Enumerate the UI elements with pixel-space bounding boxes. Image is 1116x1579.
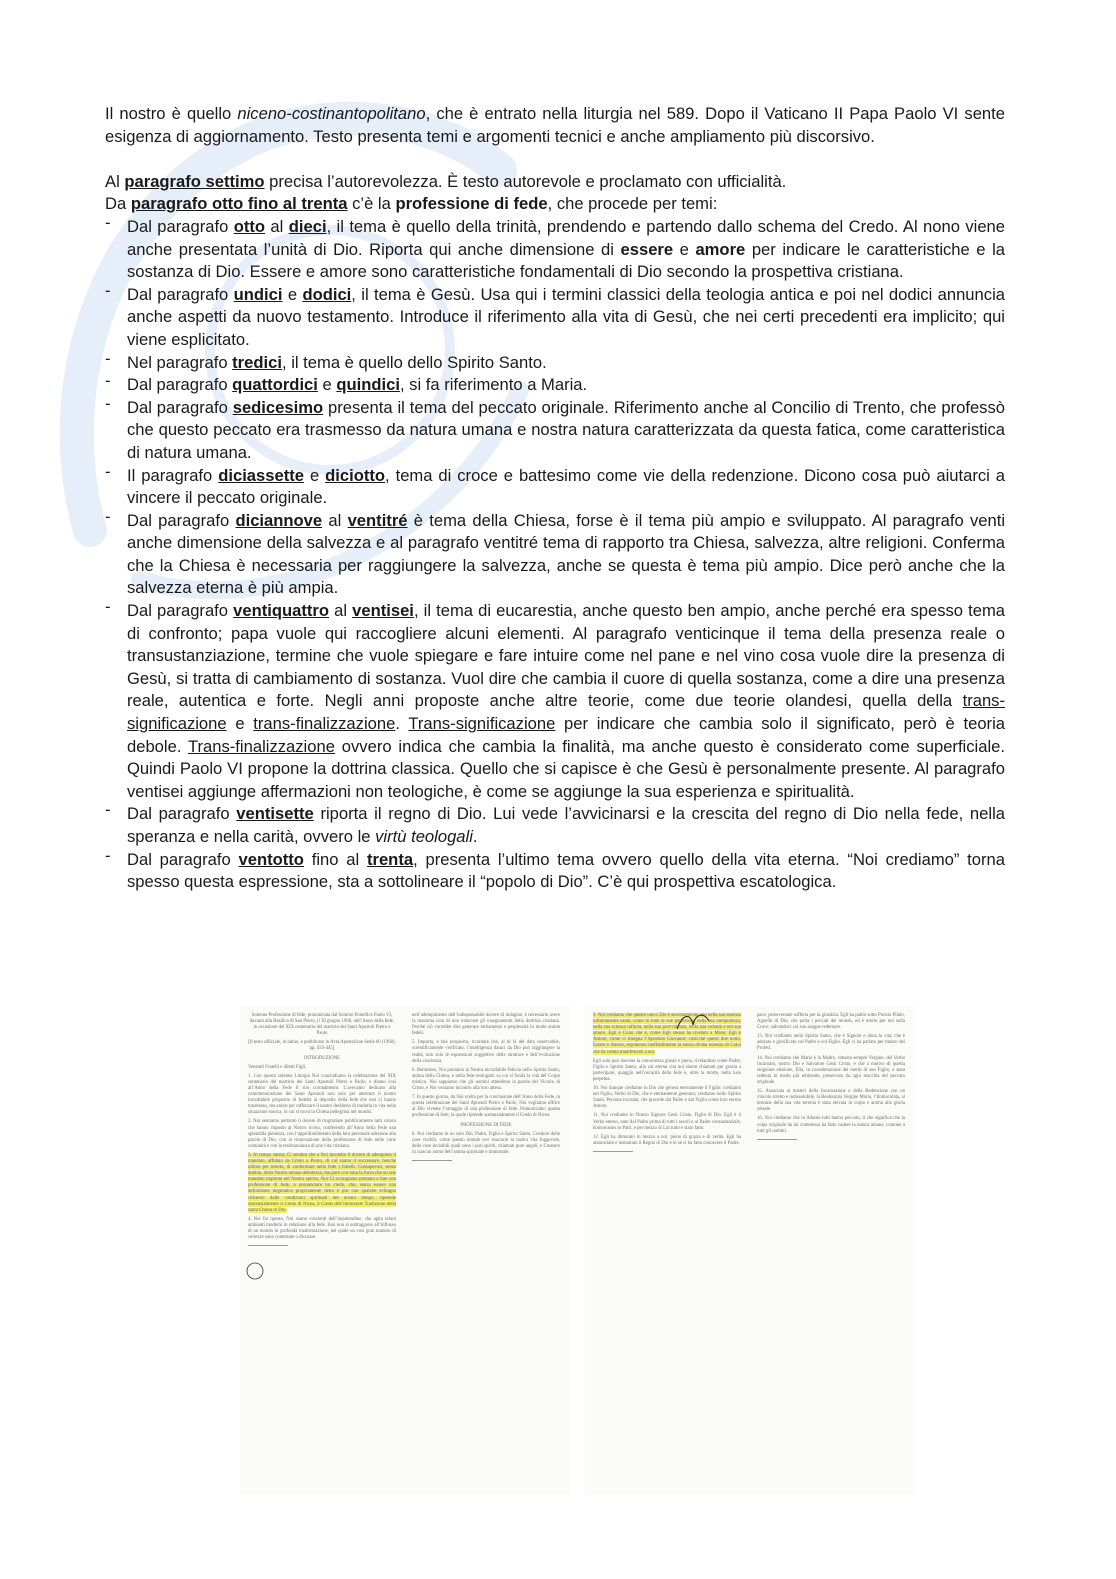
footnote-rule — [412, 1160, 452, 1161]
scan-paragraph: 13. Noi crediamo nello Spirito Santo, che è Signore e dona la vita; che è adorato e glorificato col Padre e col Figlio. Egli ci ha parlato per mezzo dei Profeti. — [757, 1034, 905, 1052]
scanned-page-right — [585, 1005, 915, 1495]
list-item: - Dal paragrafo otto al dieci, il tema è quello della trinità, prendendo e partendo dallo schema del Credo. Al nono viene anche presentata l’unità di Dio. Riporta qui anche dimensione di essere e amore per indicare le caratteristiche e la sostanza di Dio. Essere e amore sono caratteristiche fondamentali di Dio secondo la prospettiva cristiana. — [105, 216, 1005, 284]
scan-heading: Solenne Professione di fede, pronunciata dal Sommo Pontefice Paolo VI, davanti alla Basilica di San Pietro, il 30 giugno 1968, nell’Anno della fede, in occasione del XIX centenario del martirio dei Santi Apostoli Pietro e Paolo — [249, 1013, 395, 1037]
scan-paragraph: 8. Noi crediamo in un solo Dio, Padre, Figlio e Spirito Santo, Creatore delle cose visibili, come questo mondo ove trascorre la nostra vita fuggevole, delle cose invisibili quali sono i puri spiriti, chiamati pure angeli, e Creatore in ciascun uomo dell’anima spirituale e immortale. — [412, 1131, 560, 1155]
scan-paragraph: 6. Beninteso, Noi poniamo la Nostra incrollabile fiducia nello Spirito Santo, anima della Chiesa, e nella fede teologale, su cui si fonda la vita del Corpo mistico. Noi sappiamo che gli uomini attendono la parola del Vicario di Cristo, e Noi veniamo incontro alla loro attesa. — [412, 1067, 560, 1092]
list-item: - Dal paragrafo quattordici e quindici, si fa riferimento a Maria. — [105, 374, 1005, 397]
list-item: - Dal paragrafo ventisette riporta il regno di Dio. Lui vede l’avvicinarsi e la crescita del regno di Dio nella fede, nella speranza e nella carità, ovvero le virtù teologali. — [105, 803, 1005, 848]
scan-paragraph: 1. Con questa solenne Liturgia Noi concludiamo la celebrazione del XIX centenario del martirio dei Santi Apostoli Pietro e Paolo, e diamo così all’Anno della Fede il suo coronamento. L’avevamo dedicato alla commemorazione dei Santi Apostoli non solo per attestare il nostro incrollabile proposito di fedeltà al deposito della fede che essi ci hanno trasmesso, ma anche per rafforzare il nostro desiderio di tradurla in vita nella situazione storica, in cui si trova la Chiesa pellegrina nel mondo. — [248, 1073, 396, 1116]
scan-column-right — [412, 1013, 560, 1163]
list-item: - Dal paragrafo undici e dodici, il tema è Gesù. Usa qui i termini classici della teologia antica e poi nel dodici annuncia anche aspetti da nuovo testamento. Introduce il riferimento alla vita di Gesù, che nei certi precedenti era implicito; qui viene esplicitato. — [105, 284, 1005, 352]
scan-note: [Il testo ufficiale, in latino, è pubblicato in Acta Apostolicae Sedis 60 (1968), pp. 433-445] — [248, 1040, 396, 1052]
paragraph-eight-line: Da paragrafo otto fino al trenta c’è la professione di fede, che procede per temi: — [105, 194, 718, 214]
scan-paragraph: 3. Al tempo stesso, Ci sembra che a Noi incombe il dovere di adempiere il mandato, affidato da Cristo a Pietro, di cui siamo il successore, benché ultimo per merito, di confermare nella fede i fratelli. Consapevoli, senza dubbio, della Nostra umana debolezza, ma pure con tutta la forza che un tale mandato imprime nel Nostro spirito, Noi Ci accingiamo pertanto a fare una professione di fede, a pronunciare un credo, che, senza essere una definizione dogmatica propriamente detta e pur con qualche sviluppo richiesto dalle condizioni spirituali del nostro tempo, riprende sostanzialmente il Credo di Nicea, il Credo dell’immortale Tradizione della santa Chiesa di Dio. — [248, 1152, 396, 1213]
handwritten-doodle-mark — [673, 1007, 713, 1037]
scan-column-left — [593, 1013, 741, 1154]
scanned-page-left — [240, 1005, 570, 1495]
scan-paragraph: Venerati Fratelli e diletti Figli, — [248, 1064, 307, 1070]
scan-paragraph: 9. Noi crediamo che questo unico Dio è assolutamente uno nella sua essenza infinitamente santa, come in tutte le sue perfezioni, nella sua onnipotenza, nella sua scienza infinita, nella sua provvidenza, nella sua volontà e nel suo amore. Egli è Colui che è, come Egli stesso ha rivelato a Mosè; Egli è Amore, come ci insegna l’Apostolo Giovanni: cosicché questi due nomi, Essere e Amore, esprimono ineffabilmente la stessa divina essenza di Colui che ha voluto manifestarsi a noi. — [593, 1013, 741, 1055]
paragraph-seven-line: Al paragrafo settimo precisa l’autorevolezza. È testo autorevole e proclamato con ufficialità. — [105, 171, 787, 191]
list-item: - Dal paragrafo ventotto fino al trenta, presenta l’ultimo tema ovvero quello della vita eterna. “Noi crediamo” torna spesso questa espressione, sta a sottolineare il “popolo di Dio”. C’è qui prospettiva escatologica. — [105, 849, 1005, 894]
footnote-rule — [593, 1151, 633, 1152]
scan-section-title: INTRODUZIONE — [304, 1055, 340, 1061]
list-item: - Dal paragrafo ventiquattro al ventisei, il tema di eucarestia, anche questo ben ampio, anche perché era spesso tema di confronto; papa vuole qui raccogliere alcuni elementi. Al paragrafo venticinque il tema della presenza reale o transustanziazione, termine che vuole spiegare e fare intuire come nel pane e nel vino cosa vuole dire la presenza di Gesù, si tratta di cambiamento di sostanza. Vuol dire che cambia il cuore di quella sostanza, come a dire una presenza reale, autentica e forte. Negli anni proposte anche altre teorie, come due teorie olandesi, quella della trans-significazione e trans-finalizzazione. Trans-significazione per indicare che cambia solo il significato, però è teoria debole. Trans-finalizzazione ovvero indica che cambia la finalità, ma anche questo è considerato come superficiale. Quindi Paolo VI propone la dottrina classica. Quello che si capisce è che Gesù è personalmente presente. Al paragrafo ventisei aggiunge affermazioni non teologiche, è come se aggiunge la sua esperienza e spiritualità. — [105, 600, 1005, 803]
scan-paragraph: 15. Associata ai misteri della Incarnazione e della Redenzione con un vincolo stretto e indissolubile, la Beatissima Vergine Maria, l’Immacolata, al termine della sua vita terrena è stata elevata in corpo e anima alla gloria celeste. — [757, 1089, 905, 1113]
scan-section-title: PROFESSIONE DI FEDE — [460, 1122, 512, 1128]
list-item: - Nel paragrafo tredici, il tema è quello dello Spirito Santo. — [105, 352, 1005, 375]
list-item: - Dal paragrafo diciannove al ventitré è tema della Chiesa, forse è il tema più ampio e sviluppato. Al paragrafo venti anche dimensione della salvezza e al paragrafo ventitré tema di rapporto tra Chiesa, salvezza, altre religioni. Conferma che la Chiesa è necessaria per raggiungere la salvezza, anche se questa è tema più ampio. Dice però anche che la salvezza eterna è più ampia. — [105, 510, 1005, 600]
scan-paragraph: 14. Noi crediamo che Maria è la Madre, rimasta sempre Vergine, del Verbo Incarnato, nostro Dio e Salvatore Gesù Cristo, e che a motivo di questa singolare elezione, Ella, in considerazione dei meriti di suo Figlio, è stata redenta in modo più eminente, preservata da ogni macchia del peccato originale. — [757, 1055, 905, 1085]
notes-body — [105, 103, 1005, 894]
scan-paragraph: 11. Noi crediamo in Nostro Signore Gesù Cristo, Figlio di Dio. Egli è il Verbo eterno, nato dal Padre prima di tutti i secoli e al Padre consustanziale, homoousios to Patri, e per mezzo di Lui tutto è stato fatto. — [593, 1113, 741, 1131]
list-item: - Il paragrafo diciassette e diciotto, tema di croce e battesimo come vie della redenzione. Dicono cosa può aiutarci a vincere il peccato originale. — [105, 465, 1005, 510]
scan-column-left — [248, 1013, 396, 1248]
scan-paragraph: 12. Egli ha dimorato in mezzo a noi, pieno di grazia e di verità. Egli ha annunciato e instaurato il Regno di Dio e in sé ci ha fatto conoscere il Padre. — [593, 1134, 741, 1146]
scan-paragraph: pace, perseverante sofferta per la giustizia. Egli ha patito sotto Ponzio Pilato, Agnello di Dio, che porta i peccati del mondo, ed è morto per noi sulla Croce, salvandoci col suo sangue redentore. — [757, 1013, 905, 1031]
footnote-rule — [248, 1245, 288, 1246]
scan-paragraph: 5. Importa, a tale proposito, ricordare che, al di là del dato osservabile, scientificamente verificato, l’intelligenza dataci da Dio può raggiungere la realtà, non solo le espressioni soggettive delle strutture e dell’evoluzione della coscienza. — [412, 1040, 560, 1064]
scan-paragraph: 16. Noi crediamo che in Adamo tutti hanno peccato; il che significa che la colpa originale da lui commessa ha fatto cadere la natura umana, comune a tutti gli uomini. — [757, 1116, 905, 1134]
intro-paragraph: Il nostro è quello niceno-costinantopolitano, che è entrato nella liturgia nel 589. Dopo il Vaticano II Papa Paolo VI sente esigenza di aggiornamento. Testo presenta temi e argomenti tecnici e anche ampliamento più discorsivo. — [105, 104, 1005, 146]
topic-list — [105, 216, 1005, 894]
scan-paragraph: 4. Nel far questo, Noi siamo coscienti dell’inquietudine, che agita taluni ambienti moderni in relazione alla fede. Essi non si sottraggono all’influsso di un mondo in profonda trasformazione, nel quale un così gran numero di certezze sono contestate o discusse. — [248, 1216, 396, 1241]
scan-paragraph: 10. Noi dunque crediamo in Dio che genera eternamente il Figlio; crediamo nel Figlio, Verbo di Dio, che è eternamente generato; crediamo nello Spirito Santo, Persona increata, che procede dal Padre e dal Figlio come loro eterno Amore. — [593, 1086, 741, 1110]
pen-circle-mark — [244, 1260, 266, 1282]
scan-column-right — [757, 1013, 905, 1142]
footnote-rule — [757, 1139, 797, 1140]
scan-paragraph: 2. Noi sentiamo pertanto il dovere di ringraziare pubblicamente tutti coloro che hanno risposto al Nostro invito, conferendo all’Anno della Fede una splendida pienezza, con l’approfondimento della loro personale adesione alla parola di Dio, con la rinnovazione della professione di fede nelle varie comunità e con la testimonianza di una vita cristiana. — [248, 1119, 396, 1149]
scan-paragraph: nell’adempimento dell’indispensabile dovere di indagine, è necessario avere la massima cura di non intaccare gli insegnamenti della dottrina cristiana. Perché ciò vorrebbe dire generare turbamento e perplessità in molte anime fedeli. — [412, 1013, 560, 1037]
list-item: - Dal paragrafo sedicesimo presenta il tema del peccato originale. Riferimento anche al Concilio di Trento, che professò che questo peccato era trasmesso da natura umana e nostra natura caratterizzata da questa fatica, come caratteristica di natura umana. — [105, 397, 1005, 465]
scan-paragraph: 7. In questo giorno, da Noi scelto per la conclusione dell’Anno della Fede, in questa celebrazione dei Santi Apostoli Pietro e Paolo, Noi vogliamo offrire al Dio vivente l’omaggio di una professione di fede. Pronunciamo questa professione di fede, la quale riprende sostanzialmente il Credo di Nicea. — [412, 1095, 560, 1119]
scan-paragraph: Egli solo può darcene la conoscenza giusta e piena, rivelandosi come Padre, Figlio e Spirito Santo, alla cui eterna vita noi siamo chiamati per grazia a partecipare, quaggiù nell’oscurità della fede e, oltre la morte, nella luce perpetua. — [593, 1058, 741, 1082]
